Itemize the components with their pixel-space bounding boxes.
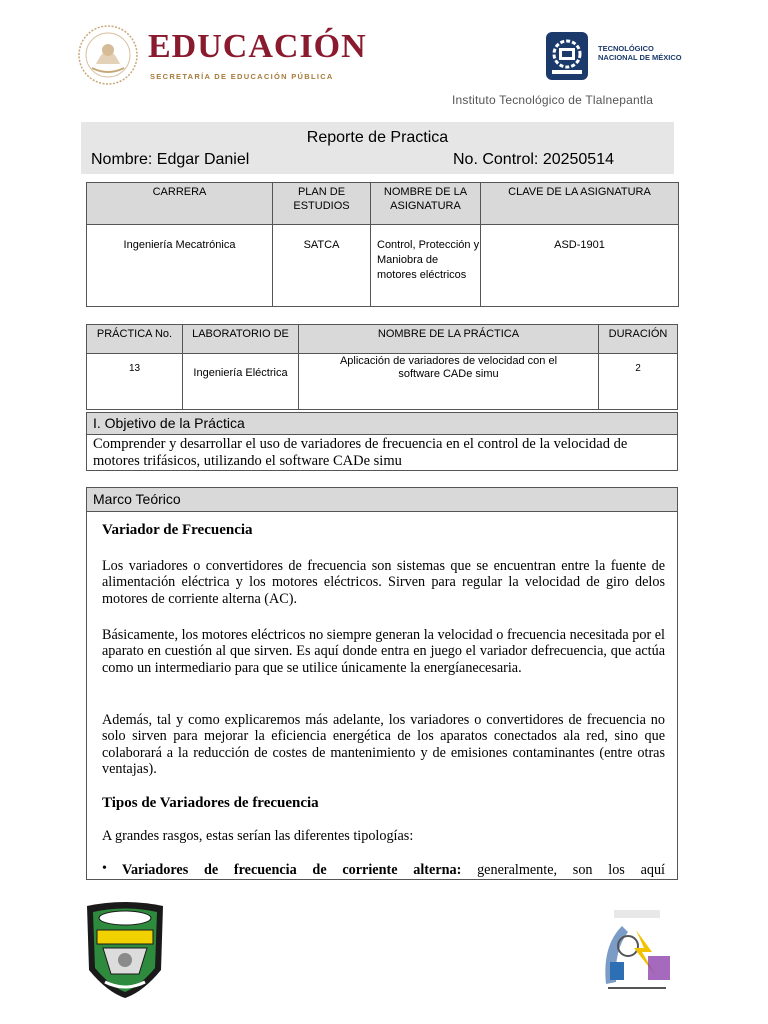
bullet-icon: •	[102, 861, 107, 876]
course-table	[86, 182, 679, 307]
educacion-title: EDUCACIÓN	[148, 28, 367, 65]
heading-tipos: Tipos de Variadores de frecuencia	[102, 795, 319, 811]
report-title-block	[81, 122, 674, 174]
bullet-item	[102, 861, 665, 878]
header-duracion: DURACIÓN	[599, 325, 678, 354]
institute-name: Instituto Tecnológico de Tlalnepantla	[452, 93, 654, 107]
ingenieria-electrica-logo-icon	[598, 906, 676, 996]
ittla-shield-icon	[83, 900, 167, 1000]
heading-variador: Variador de Frecuencia	[102, 522, 253, 538]
cell-practica: 13	[87, 354, 183, 410]
paragraph-4: A grandes rasgos, estas serían las diferentes tipologías:	[102, 828, 414, 844]
objective-title: I. Objetivo de la Práctica	[86, 412, 678, 435]
tecnm-logo-icon	[544, 30, 590, 82]
header-asignatura: NOMBRE DE LA ASIGNATURA	[371, 183, 481, 225]
cell-carrera: Ingeniería Mecatrónica	[87, 225, 273, 307]
paragraph-2: Básicamente, los motores eléctricos no siempre generan la velocidad o frecuencia necesitada por el aparato en cuestión al que sirven. Es aquí donde entra en juego el variador defrecuencia, que actúa como un intermediario para que se utilice únicamente la energíanecesaria.	[102, 627, 665, 676]
header-plan: PLAN DE ESTUDIOS	[273, 183, 371, 225]
cell-plan: SATCA	[273, 225, 371, 307]
header-laboratorio: LABORATORIO DE	[183, 325, 299, 354]
cell-duracion: 2	[599, 354, 678, 410]
cell-asignatura: Control, Protección y Maniobra de motores eléctricos	[371, 225, 481, 307]
cell-clave: ASD-1901	[481, 225, 679, 307]
control-number: No. Control: 20250514	[453, 151, 614, 168]
marco-title: Marco Teórico	[86, 487, 678, 512]
sep-emblem-icon	[72, 24, 144, 86]
sep-subtitle: SECRETARÍA DE EDUCACIÓN PÚBLICA	[150, 72, 334, 81]
tecnm-name: TECNOLÓGICO NACIONAL DE MÉXICO	[598, 44, 682, 62]
header-practica: PRÁCTICA No.	[87, 325, 183, 354]
header-nombre-practica: NOMBRE DE LA PRÁCTICA	[299, 325, 599, 354]
report-title: Reporte de Practica	[306, 129, 449, 146]
paragraph-1: Los variadores o convertidores de frecuencia son sistemas que se encuentran entre la fuente de alimentación eléctrica y los motores eléctricos. Sirven para regular la velocidad de giro delos motores de corriente alterna (AC).	[102, 558, 665, 607]
practice-table	[86, 324, 678, 410]
bullet-bold-text: Variadores de frecuencia de corriente alterna:	[122, 862, 462, 878]
objective-text: Comprender y desarrollar el uso de variadores de frecuencia en el control de la velocidad de motores trifásicos, utilizando el software CADe simu	[86, 435, 678, 471]
cell-nombre-practica: Aplicación de variadores de velocidad con el software CADe simu	[299, 354, 599, 410]
bullet-text: generalmente, son los aquí	[461, 862, 665, 878]
header-clave: CLAVE DE LA ASIGNATURA	[481, 183, 679, 225]
paragraph-3: Además, tal y como explicaremos más adelante, los variadores o convertidores de frecuencia no solo sirven para mejorar la eficiencia energética de los aparatos conectados ala red, sino que colaborará a la reducción de costes de mantenimiento y de emisiones contaminantes (entre otras ventajas).	[102, 712, 665, 777]
cell-laboratorio: Ingeniería Eléctrica	[183, 354, 299, 410]
header-carrera: CARRERA	[87, 183, 273, 225]
student-name: Nombre: Edgar Daniel	[91, 151, 250, 168]
